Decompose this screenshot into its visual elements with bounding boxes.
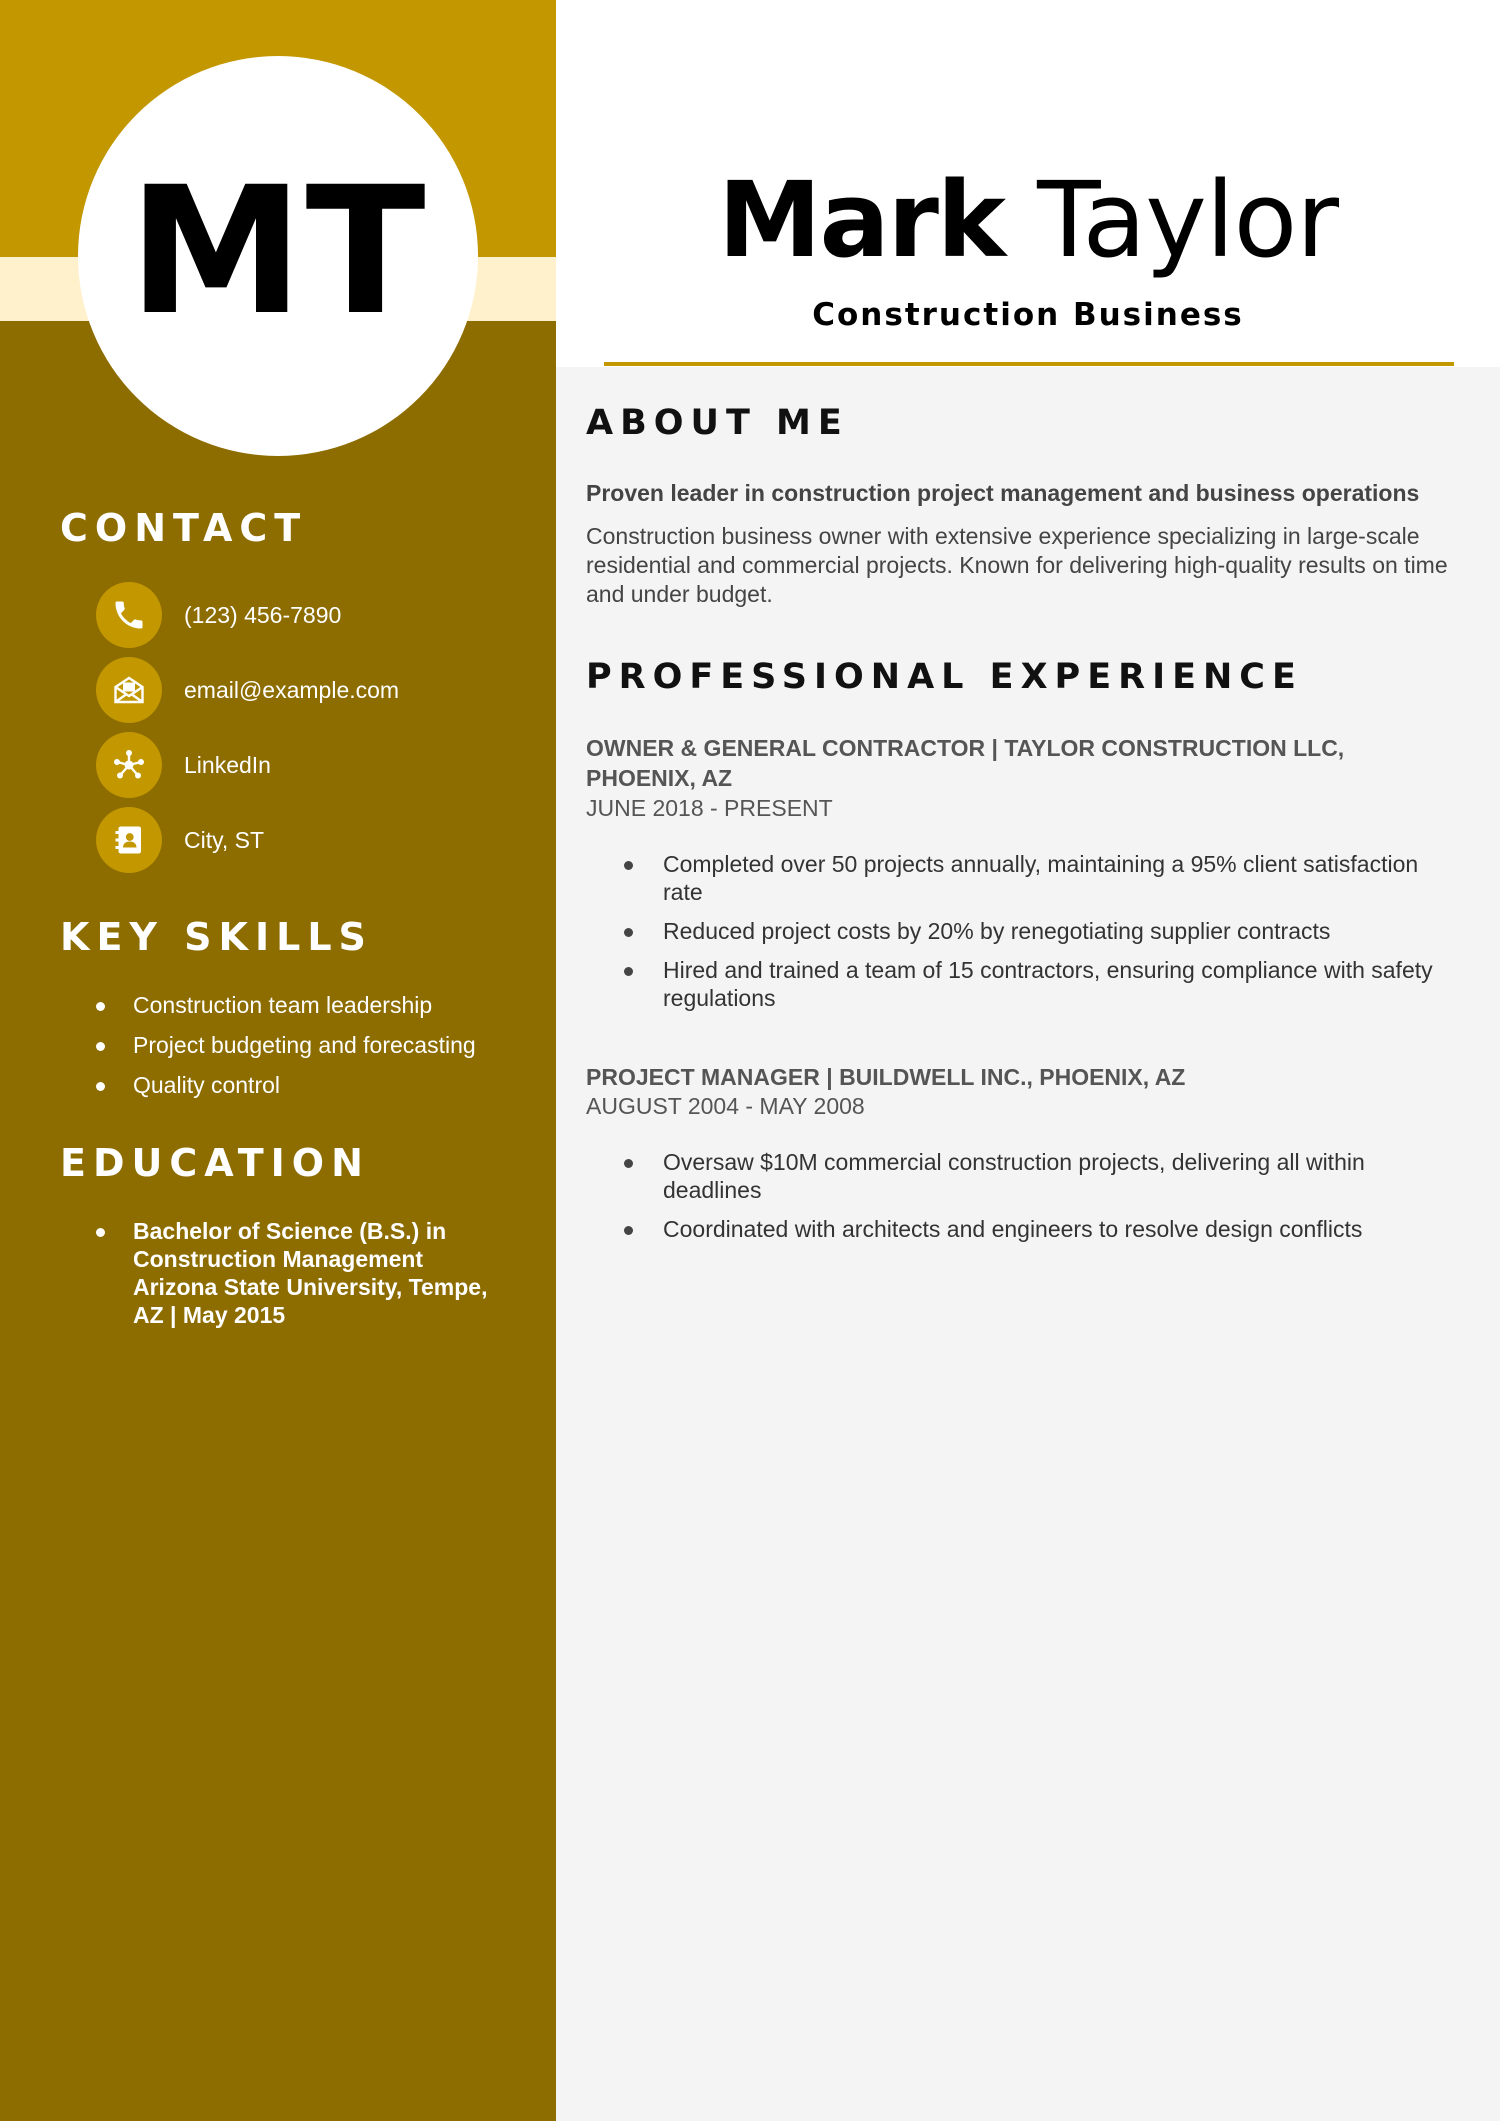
- contact-email-text[interactable]: email@example.com: [184, 676, 400, 703]
- contact-phone-text[interactable]: (123) 456-7890: [184, 601, 342, 628]
- contact-linkedin-text[interactable]: LinkedIn: [184, 751, 271, 778]
- page-title: [556, 159, 1500, 281]
- job-bullets: [624, 850, 1444, 1023]
- list-item: Coordinated with architects and engineers to resolve design conflicts: [624, 1215, 1444, 1243]
- contact-heading: CONTACT: [60, 506, 308, 550]
- about-tagline: Proven leader in construction project management and business operations: [586, 480, 1420, 506]
- list-item: Construction team leadership: [96, 991, 516, 1019]
- address-book-icon: [96, 807, 162, 873]
- about-heading: ABOUT ME: [586, 403, 849, 443]
- skills-heading: KEY SKILLS: [60, 915, 373, 959]
- list-item: [96, 1217, 516, 1329]
- contact-location-text: City, ST: [184, 826, 265, 853]
- education-line: Construction Management: [133, 1246, 424, 1272]
- list-item: Reduced project costs by 20% by renegotiating supplier contracts: [624, 917, 1444, 945]
- monogram-text: MT: [128, 149, 428, 354]
- job-title: PROJECT MANAGER | BUILDWELL INC., PHOENIX, AZ: [586, 1064, 1186, 1090]
- list-item: Quality control: [96, 1071, 516, 1099]
- skills-list: [96, 991, 516, 1111]
- contact-phone: [96, 582, 341, 648]
- header-divider: [604, 362, 1454, 366]
- education-line: Arizona State University, Tempe,: [133, 1274, 488, 1300]
- job-subtitle: Construction Business: [812, 297, 1244, 333]
- education-list: [96, 1217, 516, 1341]
- education-line: AZ | May 2015: [133, 1302, 286, 1328]
- about-text: Construction business owner with extensive experience specializing in large-scale residential and commercial projects. Known for delivering high-quality results on time and under budget.: [586, 523, 1448, 607]
- contact-email: [96, 657, 399, 723]
- contact-location: [96, 807, 264, 873]
- phone-icon: [96, 582, 162, 648]
- education-line: Bachelor of Science (B.S.) in: [133, 1218, 447, 1244]
- monogram-avatar: [78, 56, 478, 456]
- network-icon: [96, 732, 162, 798]
- mail-icon: [96, 657, 162, 723]
- job-dates: AUGUST 2004 - MAY 2008: [586, 1093, 865, 1119]
- job-title: OWNER & GENERAL CONTRACTOR | TAYLOR CONSTRUCTION LLC, PHOENIX, AZ: [586, 735, 1345, 791]
- list-item: Completed over 50 projects annually, maintaining a 95% client satisfaction rate: [624, 850, 1444, 906]
- education-heading: EDUCATION: [60, 1141, 370, 1185]
- job-bullets: [624, 1148, 1444, 1254]
- experience-heading: PROFESSIONAL EXPERIENCE: [586, 657, 1303, 697]
- last-name: Taylor: [1037, 159, 1339, 281]
- list-item: Oversaw $10M commercial construction projects, delivering all within deadlines: [624, 1148, 1444, 1204]
- sidebar: [0, 0, 556, 2121]
- contact-linkedin: [96, 732, 271, 798]
- job-dates: JUNE 2018 - PRESENT: [586, 795, 833, 821]
- list-item: Project budgeting and forecasting: [96, 1031, 516, 1059]
- first-name: Mark: [717, 159, 1005, 281]
- list-item: Hired and trained a team of 15 contractors, ensuring compliance with safety regulations: [624, 956, 1444, 1012]
